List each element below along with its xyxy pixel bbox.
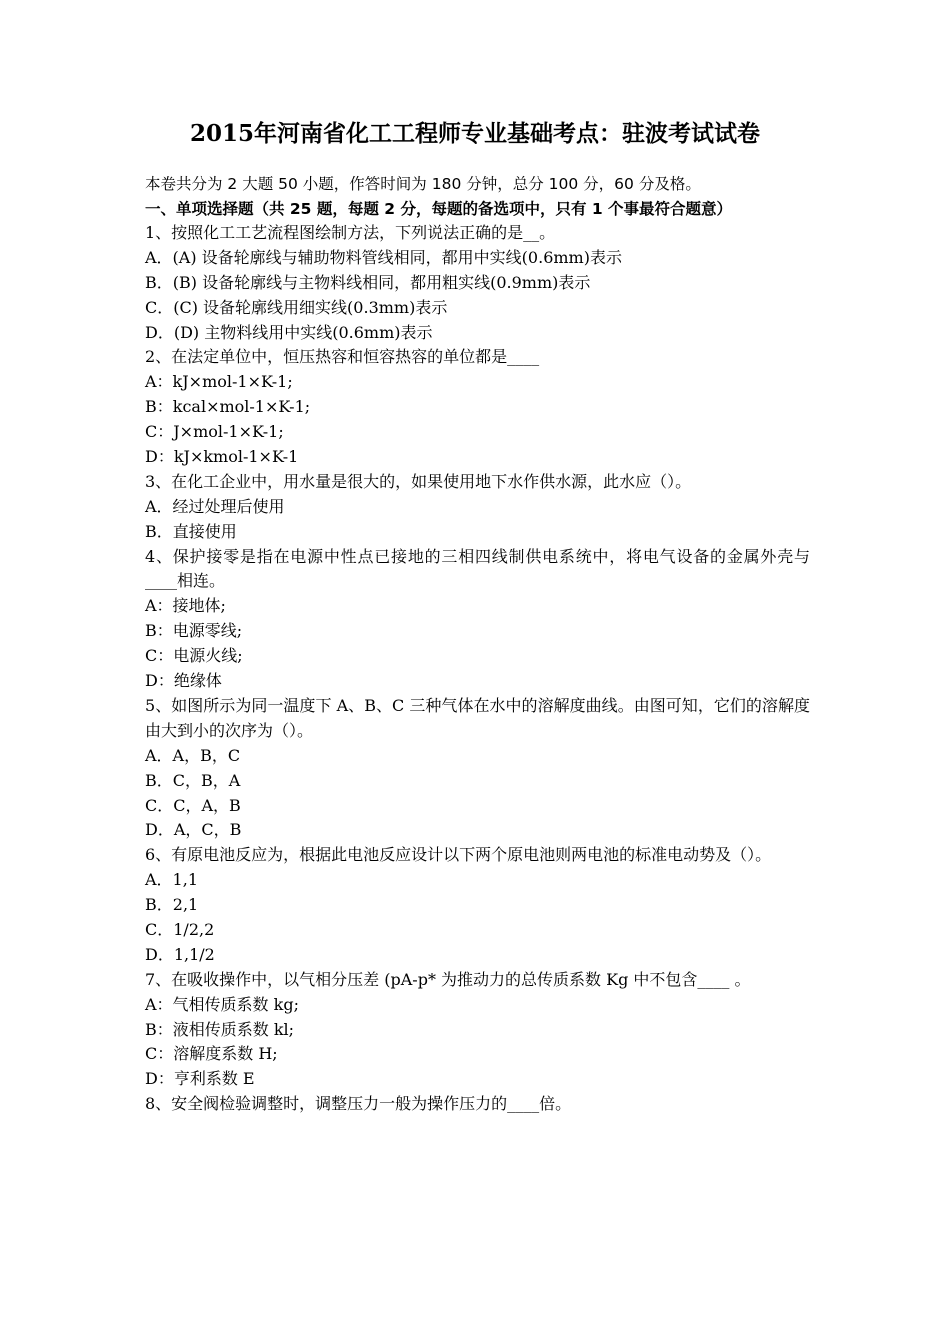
answer-option: B：kcal×mol-1×K-1; xyxy=(145,397,311,417)
question-stem: 1、按照化工工艺流程图绘制方法，下列说法正确的是__。 xyxy=(145,223,556,242)
answer-option: B．(B) 设备轮廓线与主物料线相同，都用粗实线(0.9mm)表示 xyxy=(145,272,591,292)
question-stem: 5、如图所示为同一温度下 A、B、C 三种气体在水中的溶解度曲线。由图可知，它们的溶解度由大到小的次序为（）。 xyxy=(145,695,810,740)
question-stem: 2、在法定单位中，恒压热容和恒容热容的单位都是____ xyxy=(145,347,540,367)
answer-option: A．A，B，C xyxy=(145,745,241,765)
answer-option: B．2,1 xyxy=(145,895,199,915)
document-title: 2015年河南省化工工程师专业基础考点：驻波考试试卷 xyxy=(189,120,760,147)
answer-option: B：电源零线; xyxy=(145,621,243,641)
answer-option: C：电源火线; xyxy=(145,646,243,666)
question-stem: 6、有原电池反应为，根据此电池反应设计以下两个原电池则两电池的标准电动势及（）。 xyxy=(145,845,772,865)
answer-option: D．1,1/2 xyxy=(145,944,215,964)
answer-option: C：溶解度系数 H; xyxy=(145,1044,278,1064)
question-stem: 4、保护接零是指在电源中性点已接地的三相四线制供电系统中，将电气设备的金属外壳与____相连。 xyxy=(145,546,810,591)
answer-option: B：液相传质系数 kl; xyxy=(145,1019,295,1039)
exam-content xyxy=(145,172,810,1117)
question-stem: 3、在化工企业中，用水量是很大的，如果使用地下水作供水源，此水应（）。 xyxy=(145,471,692,491)
answer-option: A．(A) 设备轮廓线与辅助物料管线相同，都用中实线(0.6mm)表示 xyxy=(145,247,622,267)
question-stem: 8、安全阀检验调整时，调整压力一般为操作压力的____倍。 xyxy=(145,1094,572,1114)
answer-option: D：kJ×kmol-1×K-1 xyxy=(145,447,299,467)
section-heading: 一、单项选择题（共 25 题，每题 2 分，每题的备选项中，只有 1 个事最符合题意） xyxy=(145,200,733,218)
answer-option: D．(D) 主物料线用中实线(0.6mm)表示 xyxy=(145,322,433,342)
answer-option: D．A，C，B xyxy=(145,820,242,840)
answer-option: B．直接使用 xyxy=(145,521,237,541)
answer-option: B．C，B，A xyxy=(145,770,241,790)
answer-option: D：绝缘体 xyxy=(145,671,222,691)
answer-option: C：J×mol-1×K-1; xyxy=(145,422,284,442)
answer-option: A：kJ×mol-1×K-1; xyxy=(145,372,293,392)
answer-option: C．(C) 设备轮廓线用细实线(0.3mm)表示 xyxy=(145,297,448,317)
exam-intro: 本卷共分为 2 大题 50 小题，作答时间为 180 分钟，总分 100 分，60 分及格。 xyxy=(145,175,701,193)
answer-option: A：接地体; xyxy=(145,596,226,616)
answer-option: A．经过处理后使用 xyxy=(145,496,285,516)
answer-option: C．C，A，B xyxy=(145,795,241,815)
answer-option: D：亨利系数 E xyxy=(145,1069,255,1089)
answer-option: C．1/2,2 xyxy=(145,920,215,940)
question-stem: 7、在吸收操作中，以气相分压差 (pA-p* 为推动力的总传质系数 Kg 中不包含____ 。 xyxy=(145,969,751,989)
answer-option: A：气相传质系数 kg; xyxy=(145,994,299,1014)
answer-option: A．1,1 xyxy=(145,870,199,890)
